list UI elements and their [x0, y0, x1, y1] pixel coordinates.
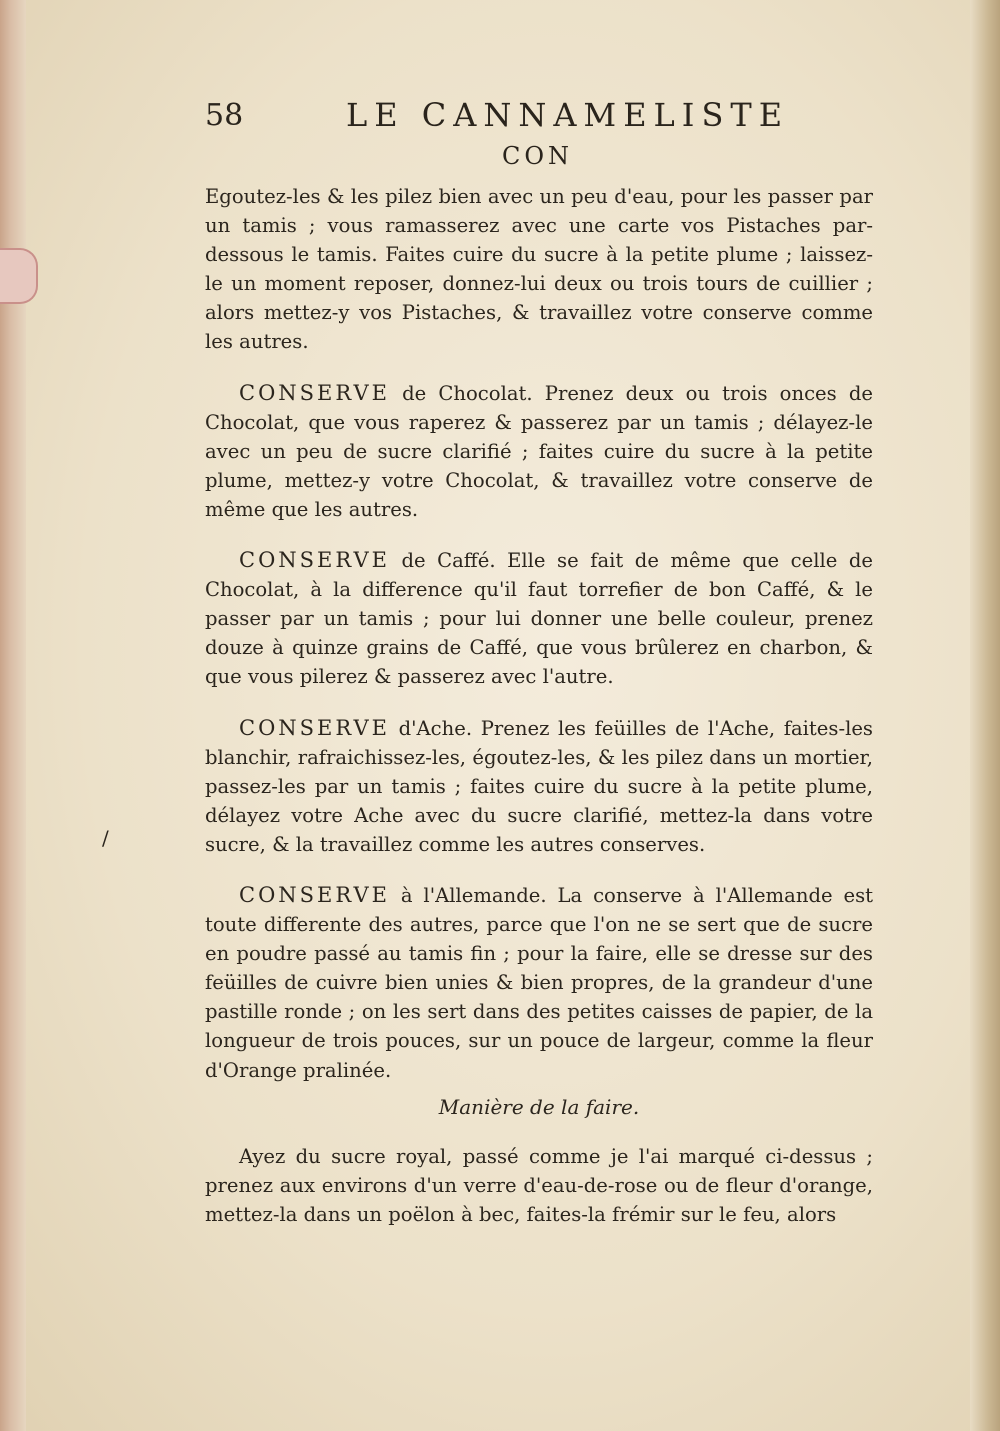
page-tab-marker: [0, 248, 38, 304]
body-text: [205, 182, 873, 1251]
paragraph-6: Ayez du sucre royal, passé comme je l'ai marqué ci-dessus ; prenez aux environs d'un verre d'eau-de-rose ou de fleur d'orange, mettez-la dans un poëlon à bec, faites-la frémir sur le feu, alors: [205, 1144, 873, 1226]
page-gutter-left: [0, 0, 26, 1431]
section-head-caffe: CONSERVE: [239, 548, 390, 573]
section-head-chocolat: CONSERVE: [239, 380, 390, 405]
paragraph-2: [205, 379, 873, 524]
running-head: LE CANNAMELISTE: [345, 96, 790, 134]
page-header: [205, 92, 870, 142]
margin-mark: /: [102, 826, 109, 850]
paragraph-1: Egoutez-les & les pilez bien avec un peu d'eau, pour les passer par un tamis ; vous ramasserez avec une carte vos Pistaches par-dessous le tamis. Faites cuire du sucre à la petite plume ; laissez-le un moment reposer, donnez-lui deux ou trois tours de cuillier ; alors mettez-y vos Pistaches, & travaillez votre conserve comme les autres.: [205, 185, 873, 354]
section-head-allemande: CONSERVE: [239, 882, 390, 907]
section-head-ache: CONSERVE: [239, 715, 390, 740]
paragraph-4: [205, 714, 873, 859]
catchword: CON: [501, 142, 574, 170]
page-edge-right: [970, 0, 1000, 1431]
paragraph-2-text: de Chocolat. Prenez deux ou trois onces de Chocolat, que vous raperez & passerez par un tamis ; délayez-le avec un peu de sucre clarifié ; faites cuire du sucre à la petite plume, mettez-y votre Chocolat, & travaillez votre conserve de même que les autres.: [205, 381, 873, 521]
subheading: Manière de la faire.: [438, 1094, 640, 1119]
page-number: 58: [205, 98, 244, 133]
paragraph-3: [205, 546, 873, 691]
paragraph-3-text: de Caffé. Elle se fait de même que celle de Chocolat, à la difference qu'il faut torrefier de bon Caffé, & le passer par un tamis ; pour lui donner une belle couleur, prenez douze à quinze grains de Caffé, que vous brûlerez en charbon, & que vous pilerez & passerez avec l'autre.: [205, 549, 873, 689]
paragraph-5-text: à l'Allemande. La conserve à l'Allemande est toute differente des autres, parce que l'on ne se sert que de sucre en poudre passé au tamis fin ; pour la faire, elle se dresse sur des feüilles de cuivre bien unies & bien propres, de la grandeur d'une pastille ronde ; on les sert dans des petites caisses de papier, de la longueur de trois pouces, sur un pouce de largeur, comme la fleur d'Orange pralinée.: [205, 883, 873, 1082]
paragraph-5: [205, 881, 873, 1085]
paragraph-4-text: d'Ache. Prenez les feüilles de l'Ache, faites-les blanchir, rafraichissez-les, égoutez-les, & les pilez dans un mortier, passez-les par un tamis ; faites cuire du sucre à la petite plume, délayez votre Ache avec du sucre clarifié, mettez-la dans votre sucre, & la travaillez comme les autres conserves.: [205, 716, 873, 856]
